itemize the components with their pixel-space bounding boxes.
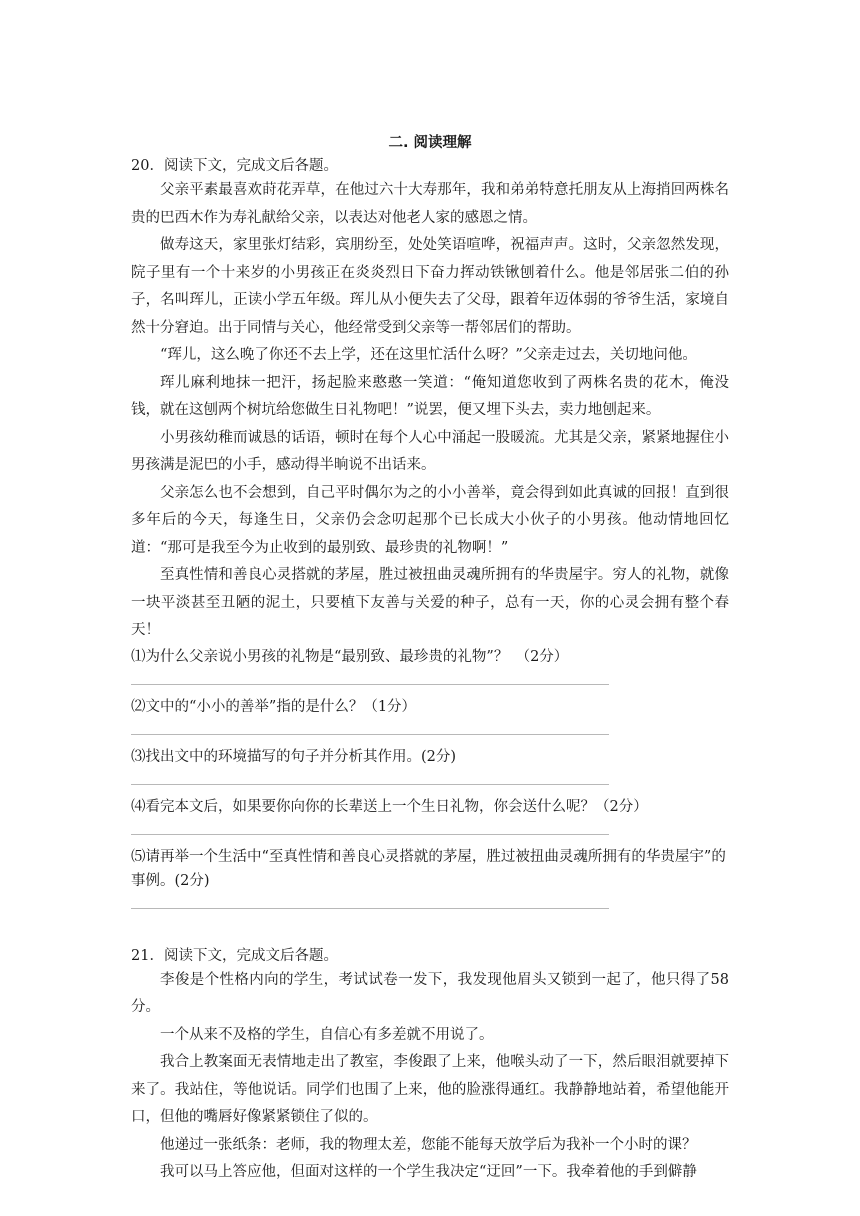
passage-paragraph: 至真性情和善良心灵搭就的茅屋，胜过被扭曲灵魂所拥有的华贵屋宇。穷人的礼物，就像一块平淡甚至丑陋的泥土，只要植下友善与关爱的种子，总有一天，你的心灵会拥有整个春天！ xyxy=(131,567,729,638)
sub-question: ⑶找出文中的环境描写的句子并分析其作用。(2分) xyxy=(131,748,457,765)
passage-paragraph: 我合上教案面无表情地走出了教室，李俊跟了上来，他喉头动了一下，然后眼泪就要掉下来了。我站住，等他说话。同学们也围了上来，他的脸涨得通红。我静静地站着，希望他能开口，但他的嘴唇好像紧紧锁住了似的。 xyxy=(131,1054,729,1125)
passage-paragraph: 父亲平素最喜欢莳花弄草，在他过六十大寿那年，我和弟弟特意托朋友从上海捎回两株名贵的巴西木作为寿礼献给父亲，以表达对他老人家的感恩之情。 xyxy=(131,182,729,226)
section-gap xyxy=(131,919,729,945)
answer-line[interactable] xyxy=(131,784,609,785)
answer-line[interactable] xyxy=(131,834,609,835)
sub-question: ⑷看完本文后，如果要你向你的长辈送上一个生日礼物，你会送什么呢？（2分） xyxy=(131,798,648,815)
answer-line[interactable] xyxy=(131,734,609,735)
question-heading: 21．阅读下文，完成文后各题。 xyxy=(131,947,338,964)
passage-paragraph: 小男孩幼稚而诚恳的话语，顿时在每个人心中涌起一股暖流。尤其是父亲，紧紧地握住小男孩满是泥巴的小手，感动得半晌说不出话来。 xyxy=(131,429,729,473)
sub-question: ⑴为什么父亲说小男孩的礼物是“最别致、最珍贵的礼物”？ （2分） xyxy=(131,648,569,665)
passage-paragraph: “珲儿，这么晚了你还不去上学，还在这里忙活什么呀？”父亲走过去，关切地问他。 xyxy=(160,347,697,363)
passage-paragraph: 父亲怎么也不会想到，自己平时偶尔为之的小小善举，竟会得到如此真诚的回报！直到很多年后的今天，每逢生日，父亲仍会念叨起那个已长成大小伙子的小男孩。他动情地回忆道：“那可是我至今为止收到的最别致、最珍贵的礼物啊！” xyxy=(131,484,729,556)
question-heading: 20．阅读下文，完成文后各题。 xyxy=(131,158,338,174)
document-body xyxy=(131,155,729,1187)
section-title: 二. 阅读理解 xyxy=(388,135,472,151)
answer-line[interactable] xyxy=(131,908,609,909)
passage-paragraph: 李俊是个性格内向的学生，考试试卷一发下，我发现他眉头又锁到一起了，他只得了58分。 xyxy=(131,971,729,1015)
sub-question: ⑵文中的“小小的善举”指的是什么？（1分） xyxy=(131,698,417,715)
passage-paragraph: 珲儿麻利地抹一把汗，扬起脸来憨憨一笑道：“俺知道您收到了两株名贵的花木，俺没钱，就在这刨两个树坑给您做生日礼物吧！”说罢，便又埋下头去，卖力地刨起来。 xyxy=(131,374,729,418)
passage-paragraph: 一个从来不及格的学生，自信心有多差就不用说了。 xyxy=(160,1026,494,1043)
question-20 xyxy=(131,155,729,909)
sub-question: ⑸请再举一个生活中“至真性情和善良心灵搭就的茅屋，胜过被扭曲灵魂所拥有的华贵屋宇”的事例。(2分) xyxy=(131,848,726,889)
passage-paragraph: 他递过一张纸条：老师，我的物理太差，您能不能每天放学后为我补一个小时的课？ xyxy=(160,1136,697,1153)
passage-paragraph: 做寿这天，家里张灯结彩，宾朋纷至，处处笑语喧哗，祝福声声。这时，父亲忽然发现，院子里有一个十来岁的小男孩正在炎炎烈日下奋力挥动铁锹刨着什么。他是邻居张二伯的孙子，名叫珲儿，正读小学五年级。珲儿从小便失去了父母，跟着年迈体弱的爷爷生活，家境自然十分窘迫。出于同情与关心，他经常受到父亲等一帮邻居们的帮助。 xyxy=(131,237,729,336)
question-21 xyxy=(131,945,729,1187)
passage-paragraph: 我可以马上答应他，但面对这样的一个学生我决定“迂回”一下。我牵着他的手到僻静 xyxy=(160,1164,697,1180)
answer-line[interactable] xyxy=(131,684,609,685)
